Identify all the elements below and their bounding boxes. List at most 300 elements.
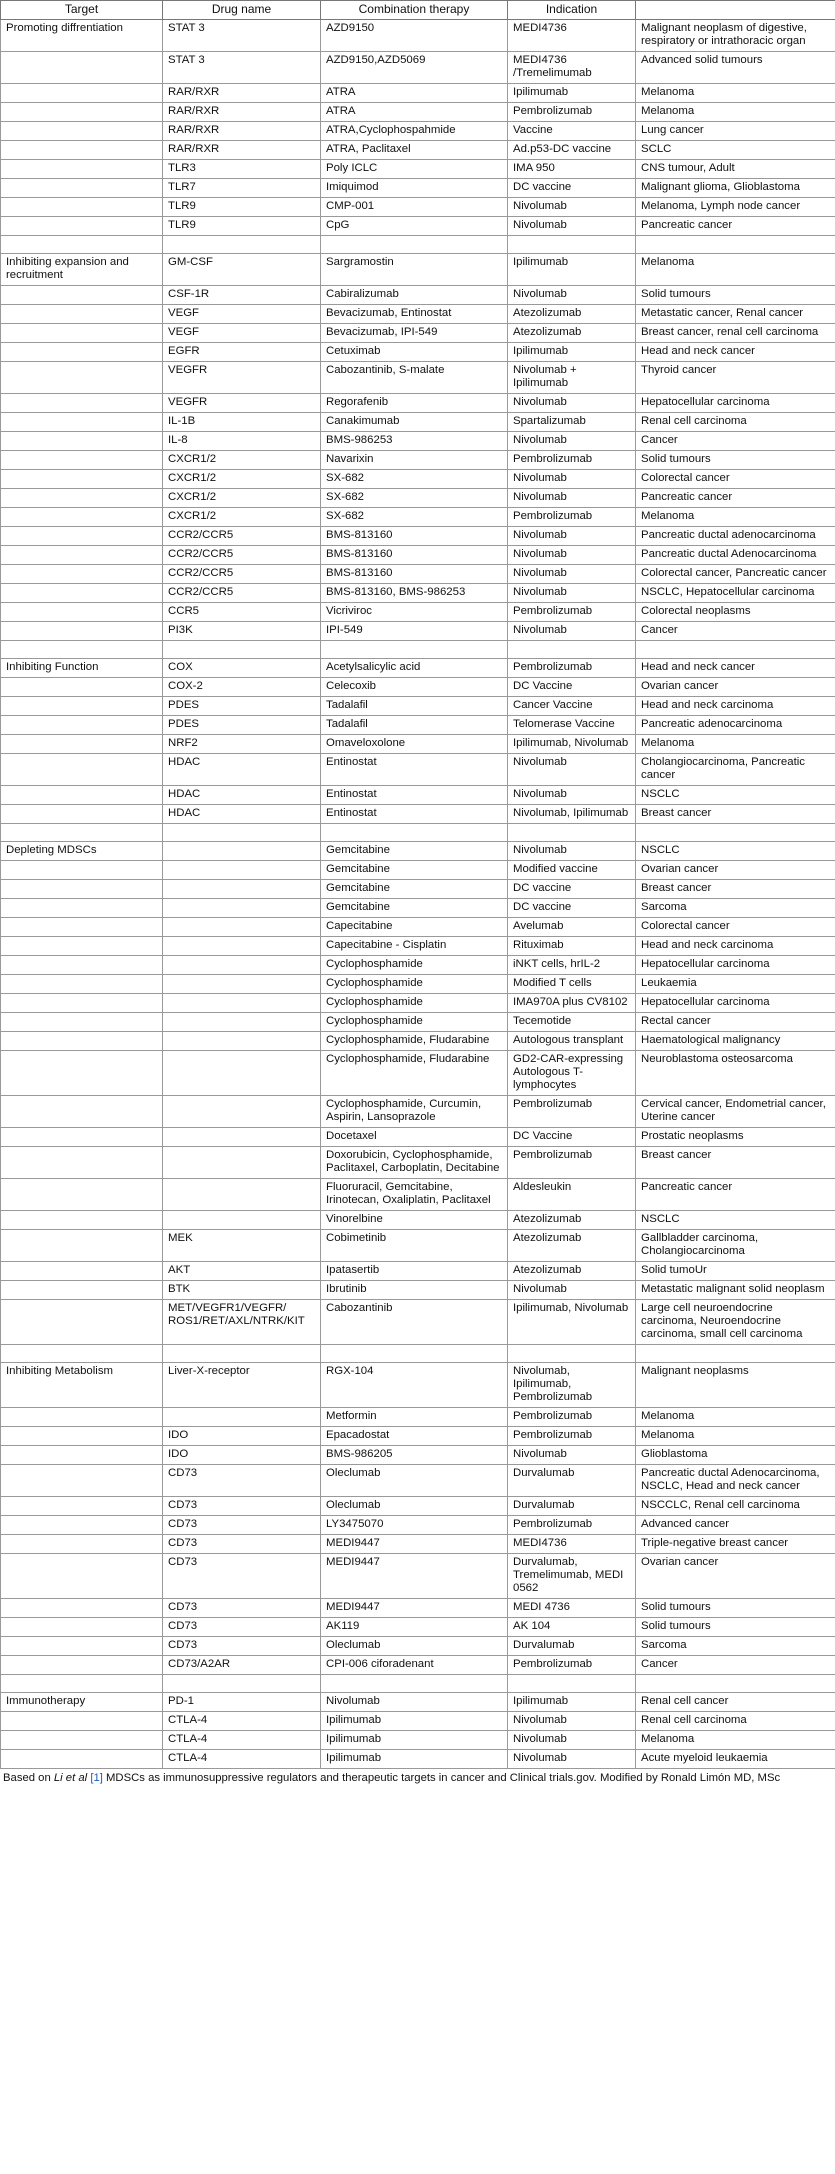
table-body xyxy=(1,20,835,1769)
cell-indication-detail: Sarcoma xyxy=(636,899,835,918)
cell-indication: Nivolumab xyxy=(508,754,636,786)
cell-combination-therapy: BMS-813160 xyxy=(321,546,508,565)
cell-indication: Nivolumab xyxy=(508,286,636,305)
cell-target xyxy=(1,1300,163,1345)
cell-drug-name: MEK xyxy=(163,1230,321,1262)
cell-target: Promoting diffrentiation xyxy=(1,20,163,52)
table-row xyxy=(1,842,835,861)
table-row xyxy=(1,286,835,305)
cell-target xyxy=(1,1712,163,1731)
cell-combination-therapy: Doxorubicin, Cyclophosphamide, Paclitaxel, Carboplatin, Decitabine xyxy=(321,1147,508,1179)
cell-indication: IMA970A plus CV8102 xyxy=(508,994,636,1013)
cell-drug-name xyxy=(163,1675,321,1693)
cell-indication-detail: Gallbladder carcinoma, Cholangiocarcinoma xyxy=(636,1230,835,1262)
cell-target xyxy=(1,880,163,899)
cell-drug-name xyxy=(163,1211,321,1230)
cell-target xyxy=(1,546,163,565)
cell-combination-therapy: Poly ICLC xyxy=(321,160,508,179)
cell-combination-therapy: Oleclumab xyxy=(321,1637,508,1656)
spacer-row xyxy=(1,824,835,842)
cell-drug-name: Liver-X-receptor xyxy=(163,1363,321,1408)
table-row xyxy=(1,362,835,394)
cell-target xyxy=(1,1013,163,1032)
cell-combination-therapy: Epacadostat xyxy=(321,1427,508,1446)
cell-indication-detail: Pancreatic cancer xyxy=(636,1179,835,1211)
cell-combination-therapy: LY3475070 xyxy=(321,1516,508,1535)
cell-drug-name: IDO xyxy=(163,1427,321,1446)
cell-target xyxy=(1,122,163,141)
table-row xyxy=(1,1497,835,1516)
cell-target xyxy=(1,1179,163,1211)
cell-target: Inhibiting Function xyxy=(1,659,163,678)
table-row xyxy=(1,1693,835,1712)
cell-combination-therapy: Cabozantinib, S-malate xyxy=(321,362,508,394)
cell-indication-detail: Breast cancer xyxy=(636,805,835,824)
cell-target xyxy=(1,805,163,824)
cell-target xyxy=(1,824,163,842)
cell-target xyxy=(1,1408,163,1427)
cell-indication-detail xyxy=(636,824,835,842)
cell-drug-name: CD73/A2AR xyxy=(163,1656,321,1675)
table-row xyxy=(1,678,835,697)
cell-combination-therapy: Capecitabine xyxy=(321,918,508,937)
cell-combination-therapy: MEDI9447 xyxy=(321,1535,508,1554)
cell-combination-therapy: Fluoruracil, Gemcitabine, Irinotecan, Oxaliplatin, Paclitaxel xyxy=(321,1179,508,1211)
table-row xyxy=(1,603,835,622)
cell-drug-name: BTK xyxy=(163,1281,321,1300)
cell-indication: Nivolumab xyxy=(508,432,636,451)
caption-reference-link[interactable]: [1] xyxy=(90,1772,103,1784)
cell-indication-detail: Colorectal cancer xyxy=(636,918,835,937)
cell-target: Depleting MDSCs xyxy=(1,842,163,861)
cell-indication-detail: Haematological malignancy xyxy=(636,1032,835,1051)
cell-drug-name: STAT 3 xyxy=(163,52,321,84)
cell-combination-therapy: Ipilimumab xyxy=(321,1731,508,1750)
table-row xyxy=(1,1446,835,1465)
cell-target xyxy=(1,286,163,305)
cell-indication: Ipilimumab xyxy=(508,1693,636,1712)
cell-target xyxy=(1,84,163,103)
cell-indication: Pembrolizumab xyxy=(508,451,636,470)
cell-indication: IMA 950 xyxy=(508,160,636,179)
cell-drug-name: CD73 xyxy=(163,1497,321,1516)
cell-combination-therapy xyxy=(321,1675,508,1693)
table-row xyxy=(1,1712,835,1731)
cell-target xyxy=(1,1128,163,1147)
cell-combination-therapy: Cyclophosphamide xyxy=(321,994,508,1013)
table-row xyxy=(1,343,835,362)
cell-indication-detail: Malignant neoplasm of digestive, respiratory or intrathoracic organ xyxy=(636,20,835,52)
cell-combination-therapy: Gemcitabine xyxy=(321,899,508,918)
cell-combination-therapy: Imiquimod xyxy=(321,179,508,198)
cell-drug-name xyxy=(163,880,321,899)
table-row xyxy=(1,754,835,786)
cell-indication-detail: Breast cancer xyxy=(636,1147,835,1179)
cell-target xyxy=(1,937,163,956)
cell-indication: Nivolumab, Ipilimumab xyxy=(508,805,636,824)
cell-indication: Ad.p53-DC vaccine xyxy=(508,141,636,160)
cell-indication-detail: Triple-negative breast cancer xyxy=(636,1535,835,1554)
cell-target xyxy=(1,1656,163,1675)
table-row xyxy=(1,413,835,432)
cell-indication: Atezolizumab xyxy=(508,1262,636,1281)
cell-indication-detail: Solid tumoUr xyxy=(636,1262,835,1281)
cell-indication-detail: Head and neck carcinoma xyxy=(636,937,835,956)
cell-drug-name: CCR2/CCR5 xyxy=(163,584,321,603)
table-row xyxy=(1,1750,835,1769)
cell-target xyxy=(1,489,163,508)
cell-indication-detail: Pancreatic adenocarcinoma xyxy=(636,716,835,735)
cell-indication-detail: Solid tumours xyxy=(636,1618,835,1637)
table-row xyxy=(1,994,835,1013)
cell-target xyxy=(1,217,163,236)
cell-combination-therapy: Capecitabine - Cisplatin xyxy=(321,937,508,956)
table-row xyxy=(1,735,835,754)
table-row xyxy=(1,1179,835,1211)
cell-combination-therapy: Metformin xyxy=(321,1408,508,1427)
cell-drug-name: CXCR1/2 xyxy=(163,508,321,527)
cell-indication-detail xyxy=(636,1345,835,1363)
cell-indication: Vaccine xyxy=(508,122,636,141)
table-row xyxy=(1,84,835,103)
cell-target xyxy=(1,1516,163,1535)
cell-indication: Nivolumab xyxy=(508,1731,636,1750)
cell-indication-detail: Cervical cancer, Endometrial cancer, Uterine cancer xyxy=(636,1096,835,1128)
table-row xyxy=(1,141,835,160)
cell-drug-name: CD73 xyxy=(163,1516,321,1535)
cell-drug-name: HDAC xyxy=(163,805,321,824)
table-row xyxy=(1,1599,835,1618)
cell-drug-name: CXCR1/2 xyxy=(163,489,321,508)
cell-combination-therapy: CPI-006 ciforadenant xyxy=(321,1656,508,1675)
cell-indication-detail: Leukaemia xyxy=(636,975,835,994)
cell-indication: Nivolumab xyxy=(508,1750,636,1769)
cell-drug-name: CXCR1/2 xyxy=(163,470,321,489)
cell-indication-detail: Pancreatic cancer xyxy=(636,489,835,508)
cell-target xyxy=(1,1345,163,1363)
cell-target xyxy=(1,1446,163,1465)
cell-combination-therapy: Entinostat xyxy=(321,754,508,786)
cell-drug-name: MET/VEGFR1/VEGFR/ ROS1/RET/AXL/NTRK/KIT xyxy=(163,1300,321,1345)
cell-indication: Nivolumab xyxy=(508,527,636,546)
table-row xyxy=(1,880,835,899)
cell-drug-name xyxy=(163,1013,321,1032)
cell-indication: Durvalumab, Tremelimumab, MEDI 0562 xyxy=(508,1554,636,1599)
cell-combination-therapy: Cyclophosphamide xyxy=(321,956,508,975)
cell-drug-name: AKT xyxy=(163,1262,321,1281)
cell-target xyxy=(1,716,163,735)
cell-drug-name: CXCR1/2 xyxy=(163,451,321,470)
cell-indication-detail: Melanoma xyxy=(636,1427,835,1446)
cell-indication-detail: Breast cancer, renal cell carcinoma xyxy=(636,324,835,343)
cell-drug-name: TLR7 xyxy=(163,179,321,198)
cell-indication: DC vaccine xyxy=(508,899,636,918)
spacer-row xyxy=(1,641,835,659)
cell-combination-therapy: Cyclophosphamide xyxy=(321,1013,508,1032)
table-row xyxy=(1,20,835,52)
cell-indication: Nivolumab xyxy=(508,546,636,565)
cell-indication: MEDI 4736 xyxy=(508,1599,636,1618)
cell-target xyxy=(1,1618,163,1637)
cell-drug-name: RAR/RXR xyxy=(163,103,321,122)
cell-indication: Aldesleukin xyxy=(508,1179,636,1211)
cell-drug-name: CD73 xyxy=(163,1618,321,1637)
cell-indication: Atezolizumab xyxy=(508,1230,636,1262)
cell-combination-therapy: Cetuximab xyxy=(321,343,508,362)
cell-indication: MEDI4736 /Tremelimumab xyxy=(508,52,636,84)
table-row xyxy=(1,1535,835,1554)
cell-indication-detail: Cancer xyxy=(636,622,835,641)
table-row xyxy=(1,1363,835,1408)
cell-indication-detail: NSCLC xyxy=(636,842,835,861)
cell-target xyxy=(1,622,163,641)
cell-indication: Pembrolizumab xyxy=(508,1656,636,1675)
cell-indication-detail: NSCLC xyxy=(636,786,835,805)
cell-target xyxy=(1,236,163,254)
cell-target xyxy=(1,179,163,198)
cell-indication-detail: Melanoma xyxy=(636,254,835,286)
cell-combination-therapy xyxy=(321,824,508,842)
cell-drug-name: CCR5 xyxy=(163,603,321,622)
cell-indication-detail: Advanced solid tumours xyxy=(636,52,835,84)
spacer-row xyxy=(1,1675,835,1693)
table-row xyxy=(1,565,835,584)
table-row xyxy=(1,179,835,198)
cell-indication: Nivolumab xyxy=(508,1281,636,1300)
table-row xyxy=(1,432,835,451)
cell-indication-detail: Head and neck carcinoma xyxy=(636,697,835,716)
cell-drug-name: IL-8 xyxy=(163,432,321,451)
cell-target xyxy=(1,1147,163,1179)
cell-indication-detail: SCLC xyxy=(636,141,835,160)
cell-drug-name xyxy=(163,861,321,880)
cell-drug-name xyxy=(163,641,321,659)
cell-indication: DC Vaccine xyxy=(508,678,636,697)
cell-combination-therapy: MEDI9447 xyxy=(321,1554,508,1599)
table-row xyxy=(1,975,835,994)
cell-combination-therapy: CpG xyxy=(321,217,508,236)
cell-target xyxy=(1,508,163,527)
cell-indication: Nivolumab xyxy=(508,217,636,236)
cell-drug-name: CCR2/CCR5 xyxy=(163,565,321,584)
table-row xyxy=(1,622,835,641)
table-row xyxy=(1,1281,835,1300)
cell-combination-therapy: Vicriviroc xyxy=(321,603,508,622)
cell-indication-detail: Metastatic malignant solid neoplasm xyxy=(636,1281,835,1300)
cell-combination-therapy: Ibrutinib xyxy=(321,1281,508,1300)
cell-indication-detail: Colorectal neoplasms xyxy=(636,603,835,622)
cell-combination-therapy: Ipilimumab xyxy=(321,1712,508,1731)
cell-indication: Nivolumab xyxy=(508,786,636,805)
cell-drug-name xyxy=(163,937,321,956)
cell-combination-therapy xyxy=(321,641,508,659)
table-row xyxy=(1,1300,835,1345)
cell-indication: Pembrolizumab xyxy=(508,1147,636,1179)
cell-combination-therapy: IPI-549 xyxy=(321,622,508,641)
cell-target xyxy=(1,641,163,659)
cell-indication-detail: Lung cancer xyxy=(636,122,835,141)
cell-indication: MEDI4736 xyxy=(508,20,636,52)
cell-target xyxy=(1,1750,163,1769)
cell-indication: MEDI4736 xyxy=(508,1535,636,1554)
table-row xyxy=(1,324,835,343)
cell-drug-name xyxy=(163,918,321,937)
cell-target xyxy=(1,1051,163,1096)
cell-combination-therapy: Vinorelbine xyxy=(321,1211,508,1230)
cell-drug-name: TLR9 xyxy=(163,198,321,217)
cell-combination-therapy: AK119 xyxy=(321,1618,508,1637)
table-row xyxy=(1,918,835,937)
cell-indication-detail xyxy=(636,236,835,254)
cell-indication-detail: Pancreatic cancer xyxy=(636,217,835,236)
cell-indication: Pembrolizumab xyxy=(508,1516,636,1535)
table-header xyxy=(1,1,835,20)
table-row xyxy=(1,1554,835,1599)
cell-drug-name: CD73 xyxy=(163,1599,321,1618)
cell-target xyxy=(1,160,163,179)
cell-indication: DC vaccine xyxy=(508,179,636,198)
cell-indication: Nivolumab xyxy=(508,1712,636,1731)
cell-indication-detail: Cancer xyxy=(636,1656,835,1675)
cell-indication-detail: Sarcoma xyxy=(636,1637,835,1656)
cell-target xyxy=(1,918,163,937)
cell-combination-therapy: ATRA, Paclitaxel xyxy=(321,141,508,160)
table-row xyxy=(1,160,835,179)
cell-indication-detail: Malignant glioma, Glioblastoma xyxy=(636,179,835,198)
cell-combination-therapy: Ipilimumab xyxy=(321,1750,508,1769)
cell-drug-name: RAR/RXR xyxy=(163,84,321,103)
cell-target xyxy=(1,1427,163,1446)
cell-indication: Autologous transplant xyxy=(508,1032,636,1051)
cell-indication: Pembrolizumab xyxy=(508,103,636,122)
table-row xyxy=(1,1408,835,1427)
cell-combination-therapy: BMS-986253 xyxy=(321,432,508,451)
cell-drug-name: VEGFR xyxy=(163,362,321,394)
header-indication: Indication xyxy=(508,1,636,20)
cell-indication xyxy=(508,1345,636,1363)
cell-indication: DC Vaccine xyxy=(508,1128,636,1147)
cell-target xyxy=(1,1637,163,1656)
cell-combination-therapy: CMP-001 xyxy=(321,198,508,217)
cell-drug-name xyxy=(163,1345,321,1363)
cell-combination-therapy: SX-682 xyxy=(321,470,508,489)
cell-combination-therapy: Cyclophosphamide, Fludarabine xyxy=(321,1051,508,1096)
cell-indication: Pembrolizumab xyxy=(508,508,636,527)
cell-drug-name: CCR2/CCR5 xyxy=(163,546,321,565)
cell-indication xyxy=(508,236,636,254)
cell-target xyxy=(1,786,163,805)
cell-combination-therapy: Nivolumab xyxy=(321,1693,508,1712)
cell-indication: Nivolumab xyxy=(508,622,636,641)
cell-target xyxy=(1,362,163,394)
cell-indication-detail: Melanoma, Lymph node cancer xyxy=(636,198,835,217)
cell-target xyxy=(1,527,163,546)
cell-combination-therapy: Sargramostin xyxy=(321,254,508,286)
cell-combination-therapy xyxy=(321,1345,508,1363)
table-row xyxy=(1,527,835,546)
cell-drug-name xyxy=(163,1147,321,1179)
cell-indication: Modified T cells xyxy=(508,975,636,994)
caption-text: MDSCs as immunosuppressive regulators and therapeutic targets in cancer and Clinical trials.gov. Modified by Ronald Limón MD, MSc xyxy=(102,1772,781,1784)
cell-indication: Pembrolizumab xyxy=(508,603,636,622)
cell-drug-name xyxy=(163,1051,321,1096)
cell-indication-detail: Metastatic cancer, Renal cancer xyxy=(636,305,835,324)
cell-indication-detail: NSCCLC, Renal cell carcinoma xyxy=(636,1497,835,1516)
cell-indication xyxy=(508,824,636,842)
cell-indication-detail: Cancer xyxy=(636,432,835,451)
cell-target xyxy=(1,899,163,918)
table-row xyxy=(1,1128,835,1147)
cell-combination-therapy: AZD9150 xyxy=(321,20,508,52)
header-drug-name: Drug name xyxy=(163,1,321,20)
cell-combination-therapy: Acetylsalicylic acid xyxy=(321,659,508,678)
cell-indication: Durvalumab xyxy=(508,1637,636,1656)
cell-indication-detail: Neuroblastoma osteosarcoma xyxy=(636,1051,835,1096)
table-row xyxy=(1,1096,835,1128)
cell-indication: Telomerase Vaccine xyxy=(508,716,636,735)
cell-indication-detail: Head and neck cancer xyxy=(636,343,835,362)
table-row xyxy=(1,1211,835,1230)
caption-author: Li et al xyxy=(53,1772,88,1784)
cell-combination-therapy: SX-682 xyxy=(321,508,508,527)
cell-indication: Atezolizumab xyxy=(508,305,636,324)
cell-combination-therapy: Oleclumab xyxy=(321,1497,508,1516)
cell-drug-name: CTLA-4 xyxy=(163,1712,321,1731)
table-row xyxy=(1,1032,835,1051)
cell-indication: Nivolumab xyxy=(508,489,636,508)
table-row xyxy=(1,899,835,918)
cell-indication-detail: Melanoma xyxy=(636,735,835,754)
cell-target xyxy=(1,432,163,451)
cell-target xyxy=(1,565,163,584)
cell-target xyxy=(1,735,163,754)
cell-combination-therapy: Entinostat xyxy=(321,805,508,824)
cell-drug-name xyxy=(163,956,321,975)
cell-indication: Nivolumab xyxy=(508,584,636,603)
cell-target xyxy=(1,1731,163,1750)
cell-drug-name: IL-1B xyxy=(163,413,321,432)
cell-combination-therapy: AZD9150,AZD5069 xyxy=(321,52,508,84)
table-row xyxy=(1,254,835,286)
cell-combination-therapy: Regorafenib xyxy=(321,394,508,413)
table-caption xyxy=(0,1769,835,1784)
cell-indication-detail: Ovarian cancer xyxy=(636,861,835,880)
cell-indication: Pembrolizumab xyxy=(508,659,636,678)
cell-drug-name: PDES xyxy=(163,716,321,735)
cell-indication-detail: Melanoma xyxy=(636,84,835,103)
cell-indication: AK 104 xyxy=(508,1618,636,1637)
cell-indication: Nivolumab, Ipilimumab, Pembrolizumab xyxy=(508,1363,636,1408)
cell-drug-name xyxy=(163,1179,321,1211)
table-row xyxy=(1,508,835,527)
table-row xyxy=(1,805,835,824)
table-row xyxy=(1,198,835,217)
cell-drug-name: RAR/RXR xyxy=(163,141,321,160)
cell-indication-detail: Pancreatic ductal Adenocarcinoma, NSCLC, Head and neck cancer xyxy=(636,1465,835,1497)
cell-indication-detail: Melanoma xyxy=(636,1408,835,1427)
cell-drug-name xyxy=(163,1408,321,1427)
header-row xyxy=(1,1,835,20)
table-row xyxy=(1,1013,835,1032)
cell-drug-name: VEGF xyxy=(163,324,321,343)
cell-target xyxy=(1,603,163,622)
table-row xyxy=(1,489,835,508)
header-blank xyxy=(636,1,835,20)
cell-combination-therapy: BMS-813160 xyxy=(321,527,508,546)
table-row xyxy=(1,584,835,603)
cell-target xyxy=(1,1032,163,1051)
cell-target xyxy=(1,1211,163,1230)
